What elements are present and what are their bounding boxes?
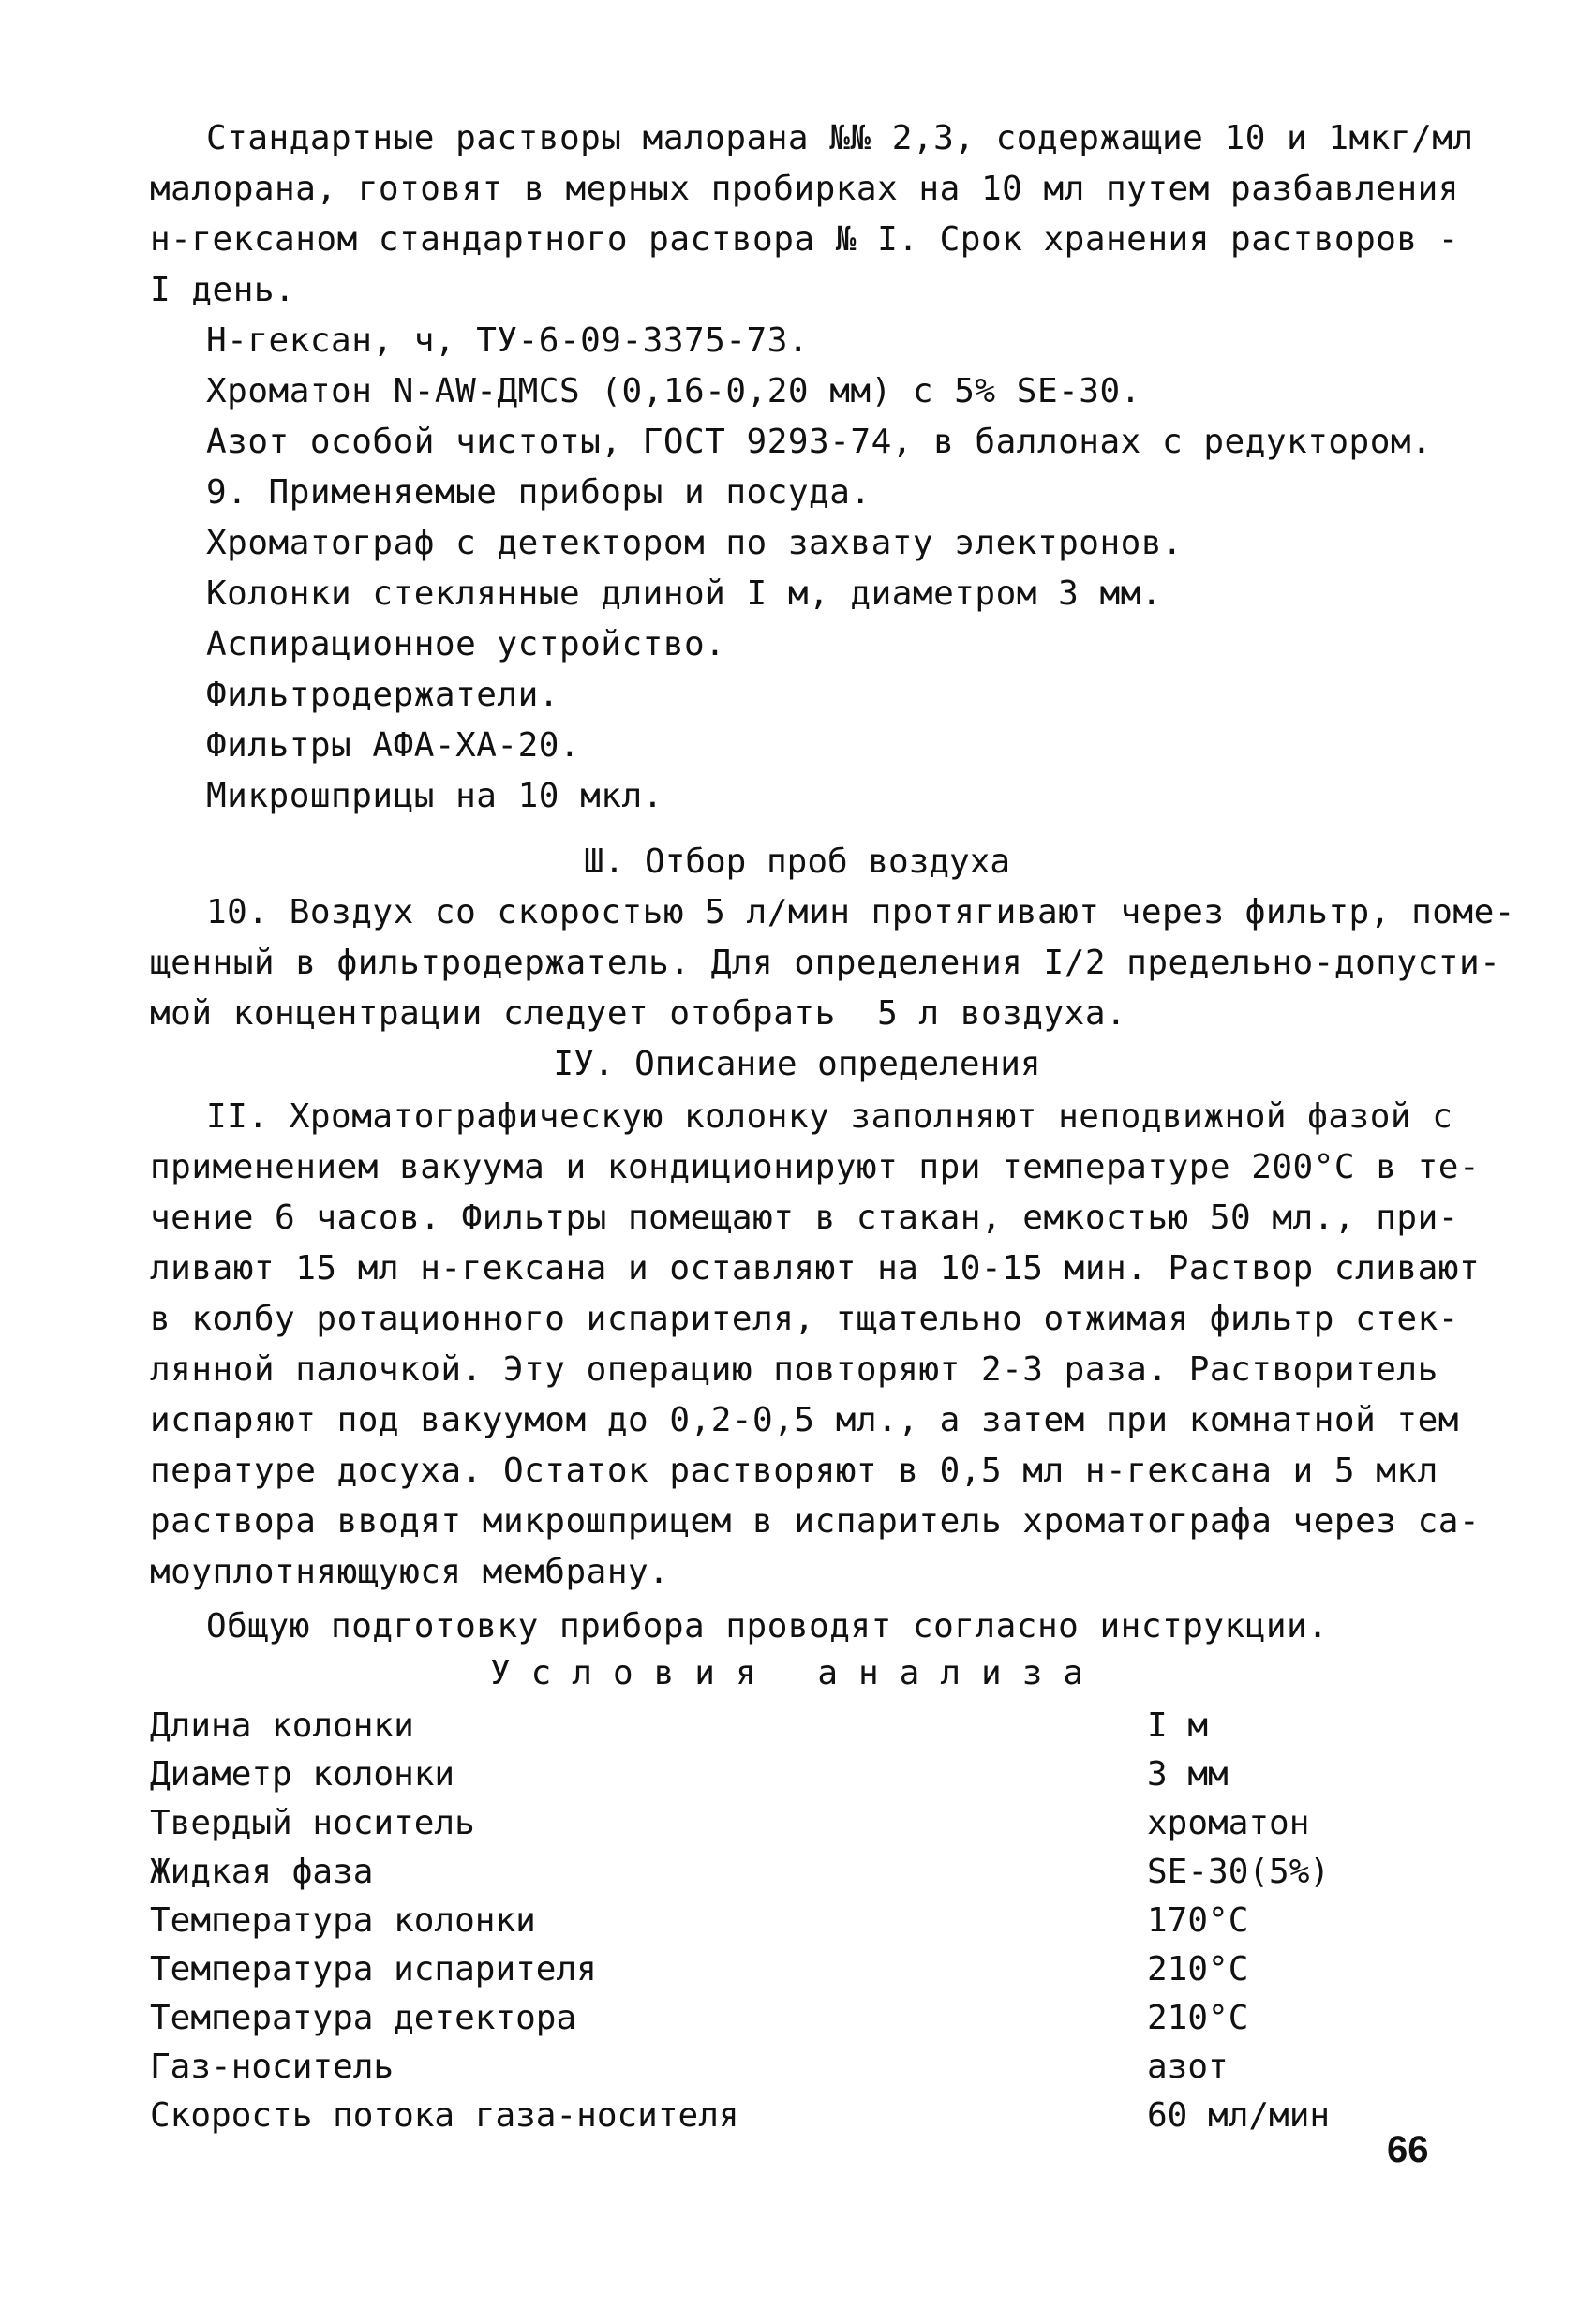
section4-line: ливают 15 мл н-гексана и оставляют на 10-15 мин. Раствор сливают [150,1249,1481,1288]
condition-label: Жидкая фаза [150,1853,374,1891]
section4-heading: IУ. Описание определения [553,1045,1041,1083]
reagent-chromaton: Хроматон N-AW-ДМСS (0,16-0,20 мм) с 5% SE-30. [206,372,1141,410]
intro-line-2: малорана, готовят в мерных пробирках на 10 мл путем разбавления [150,170,1459,208]
condition-label: Газ-носитель [150,2048,395,2086]
condition-label: Температура испарителя [150,1950,597,1989]
condition-value: SE-30(5%) [1147,1853,1331,1891]
section4-line: моуплотняющуюся мембрану. [150,1553,670,1591]
condition-label: Длина колонки [150,1706,414,1745]
intro-line-4: I день. [150,271,296,309]
section9-item: Фильтры АФА-ХА-20. [206,726,581,765]
section4-line: раствора вводят микрошприцем в испаритель хроматографа через са- [150,1502,1481,1541]
section4-line: II. Хроматографическую колонку заполняют неподвижной фазой с [206,1097,1453,1136]
condition-label: Твердый носитель [150,1804,475,1842]
reagent-nitrogen: Азот особой чистоты, ГОСТ 9293-74, в баллонах с редуктором. [206,423,1433,461]
section3-line: щенный в фильтродержатель. Для определения I/2 предельно-допусти- [150,944,1501,982]
condition-value: 3 мм [1147,1755,1229,1794]
section9-item: Фильтродержатели. [206,676,559,714]
section4-closing: Общую подготовку прибора проводят согласно инструкции. [206,1607,1329,1646]
intro-line-3: н-гексаном стандартного раствора № I. Срок хранения растворов - [150,220,1459,259]
section9-title: 9. Применяемые приборы и посуда. [206,473,871,512]
condition-label: Диаметр колонки [150,1755,455,1794]
section9-item: Аспирационное устройство. [206,625,726,663]
section4-line: испаряют под вакуумом до 0,2-0,5 мл., а затем при комнатной тем [150,1401,1459,1439]
condition-value: 210°С [1147,1950,1249,1989]
section9-item: Микрошприцы на 10 мкл. [206,777,663,815]
section4-line: пературе досуха. Остаток растворяют в 0,5 мл н-гексана и 5 мкл [150,1452,1438,1490]
section4-line: применением вакуума и кондиционируют при температуре 200°С в те- [150,1148,1481,1186]
conditions-heading: Условия анализа [489,1654,1105,1692]
condition-value: 170°С [1147,1901,1249,1940]
condition-value: 60 мл/мин [1147,2096,1331,2135]
section4-line: чение 6 часов. Фильтры помещают в стакан, емкостью 50 мл., при- [150,1199,1459,1237]
intro-line-1: Стандартные растворы малорана №№ 2,3, содержащие 10 и 1мкг/мл [206,119,1474,157]
reagent-hexane: Н-гексан, ч, ТУ-6-09-3375-73. [206,321,810,360]
condition-value: I м [1147,1706,1209,1745]
section3-line: 10. Воздух со скоростью 5 л/мин протягивают через фильтр, поме- [206,893,1515,931]
section9-item: Колонки стеклянные длиной I м, диаметром 3 мм. [206,574,1162,613]
condition-label: Скорость потока газа-носителя [150,2096,739,2135]
section9-item: Хроматограф с детектором по захвату электронов. [206,524,1184,562]
section4-line: лянной палочкой. Эту операцию повторяют 2-3 раза. Растворитель [150,1350,1438,1389]
section4-line: в колбу ротационного испарителя, тщательно отжимая фильтр стек- [150,1300,1459,1338]
condition-value: азот [1147,2048,1229,2086]
section3-heading: Ш. Отбор проб воздуха [583,842,1011,881]
condition-label: Температура детектора [150,1999,577,2037]
page-number: 66 [1387,2129,1429,2170]
condition-label: Температура колонки [150,1901,536,1940]
section3-line: мой концентрации следует отобрать 5 л воздуха. [150,994,1127,1033]
condition-value: 210°С [1147,1999,1249,2037]
condition-value: хроматон [1147,1804,1310,1842]
